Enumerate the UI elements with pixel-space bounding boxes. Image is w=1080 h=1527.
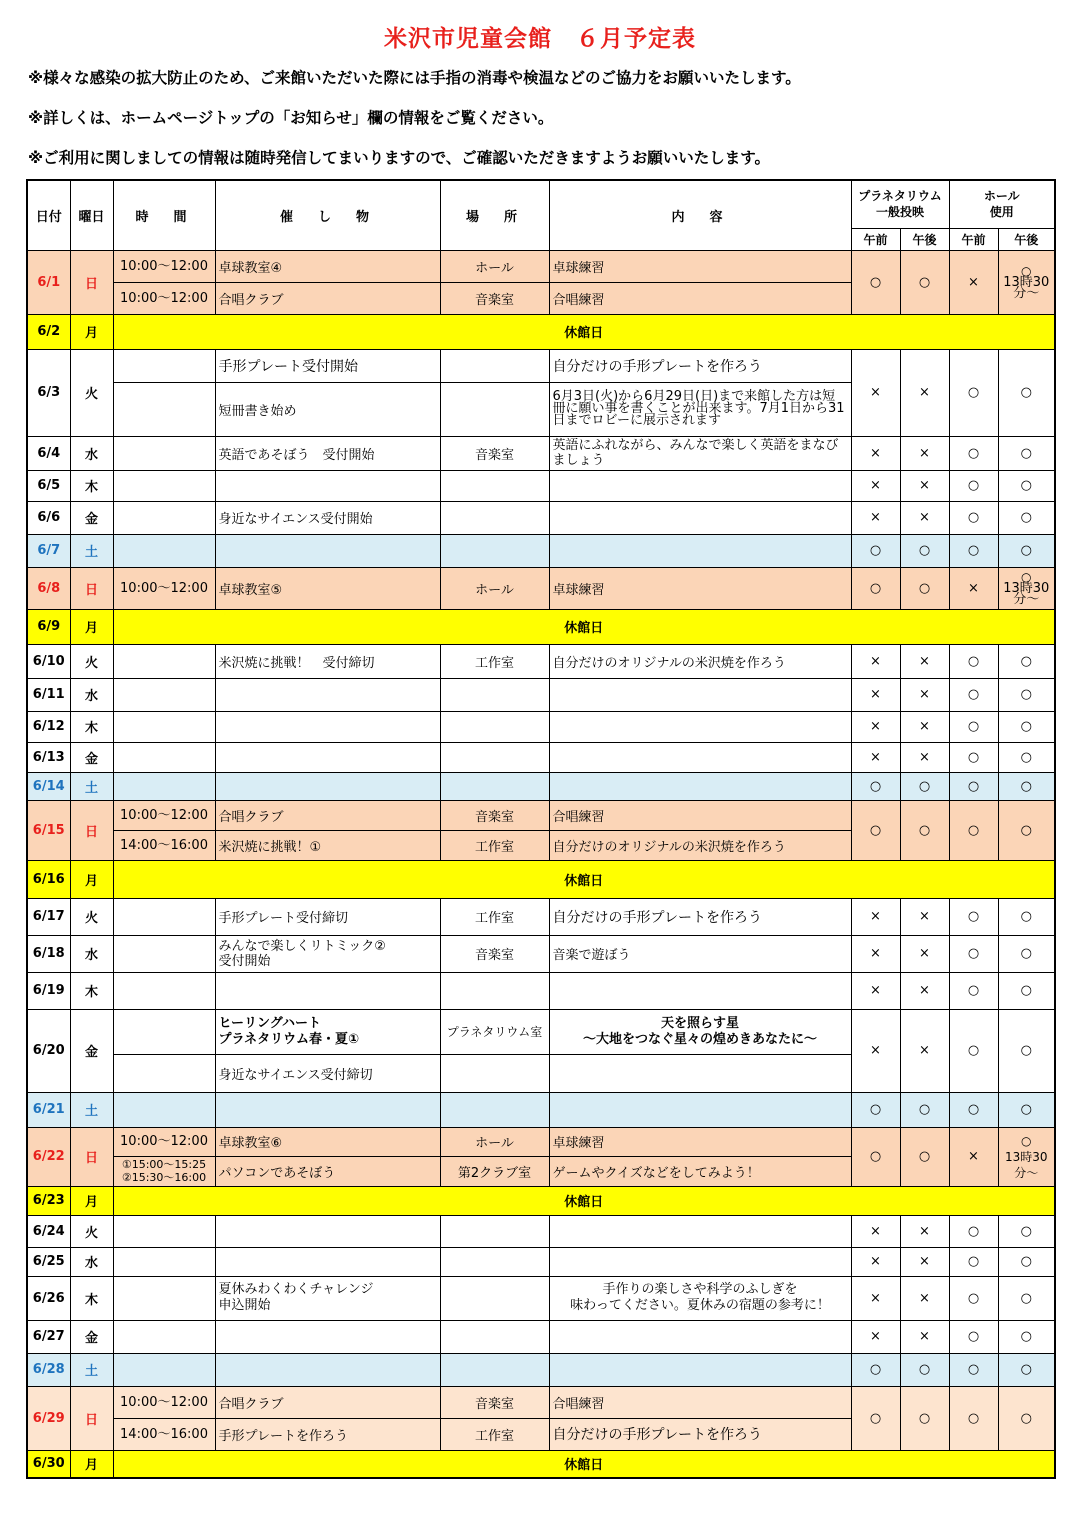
row-date: 6/23 <box>27 1186 70 1215</box>
hall-am-mark: ○ <box>949 1320 998 1353</box>
plan-am-mark: × <box>851 1247 900 1276</box>
hall-pm-circle: ○ <box>1021 1133 1032 1148</box>
hall-pm-mark: ○ <box>998 1386 1055 1450</box>
row-content: 自分だけのオリジナルの米沢焼を作ろう <box>549 830 851 860</box>
plan-pm-mark: ○ <box>900 534 949 567</box>
plan-pm-mark: ○ <box>900 1353 949 1386</box>
hall-am-mark: ○ <box>949 1215 998 1247</box>
header-hall <box>949 180 1055 228</box>
header-event: 催 し 物 <box>215 180 440 250</box>
table-row <box>27 1320 1055 1353</box>
hall-am-mark: × <box>949 250 998 314</box>
row-date: 6/1 <box>27 250 70 314</box>
row-time: 10:00～12:00 <box>113 800 215 830</box>
plan-am-mark: × <box>851 470 900 501</box>
row-date: 6/19 <box>27 972 70 1009</box>
row-dow: 日 <box>70 567 113 609</box>
row-content <box>549 1276 851 1320</box>
header-planetarium-l1: プラネタリウム <box>858 189 942 204</box>
plan-pm-mark: × <box>900 935 949 972</box>
hall-am-mark: ○ <box>949 470 998 501</box>
plan-pm-mark: × <box>900 349 949 436</box>
row-event-l2: 申込開始 <box>218 1298 271 1313</box>
plan-am-mark: ○ <box>851 567 900 609</box>
row-event: 卓球教室⑥ <box>215 1127 440 1156</box>
row-dow: 木 <box>70 711 113 742</box>
row-date: 6/21 <box>27 1092 70 1127</box>
row-dow: 月 <box>70 1186 113 1215</box>
row-content: 自分だけの手形プレートを作ろう <box>549 1418 851 1450</box>
row-event: 手形プレートを作ろう <box>215 1418 440 1450</box>
hall-am-mark: ○ <box>949 1276 998 1320</box>
row-event: 米沢焼に挑戦！ 受付締切 <box>215 644 440 678</box>
plan-pm-mark: × <box>900 898 949 935</box>
plan-am-mark: × <box>851 436 900 470</box>
row-date: 6/14 <box>27 772 70 800</box>
row-dow: 水 <box>70 1247 113 1276</box>
row-content: ゲームやクイズなどをしてみよう！ <box>549 1156 851 1186</box>
plan-pm-mark: ○ <box>900 1127 949 1186</box>
plan-am-mark: ○ <box>851 800 900 860</box>
row-event <box>215 1009 440 1054</box>
row-place: 工作室 <box>440 898 549 935</box>
hall-pm-mark: ○ <box>998 678 1055 711</box>
row-event: 合唱クラブ <box>215 282 440 314</box>
hall-pm-note: 13時30分～ <box>1004 1149 1048 1180</box>
row-content: 卓球練習 <box>549 567 851 609</box>
plan-pm-mark: ○ <box>900 772 949 800</box>
row-content: 合唱練習 <box>549 800 851 830</box>
hall-pm-mark: ○ <box>998 742 1055 772</box>
row-dow: 土 <box>70 1092 113 1127</box>
hall-am-mark: ○ <box>949 800 998 860</box>
row-dow: 水 <box>70 436 113 470</box>
row-time: 14:00～16:00 <box>113 1418 215 1450</box>
table-row <box>27 860 1055 898</box>
table-row <box>27 772 1055 800</box>
row-event: 身近なサイエンス受付締切 <box>215 1054 440 1092</box>
closed-label: 休館日 <box>113 314 1055 349</box>
row-content: 卓球練習 <box>549 250 851 282</box>
table-row <box>27 711 1055 742</box>
plan-am-mark: × <box>851 1215 900 1247</box>
plan-am-mark: × <box>851 644 900 678</box>
plan-pm-mark: × <box>900 1215 949 1247</box>
plan-am-mark: ○ <box>851 1127 900 1186</box>
table-row <box>27 1247 1055 1276</box>
row-date: 6/18 <box>27 935 70 972</box>
hall-pm-mark <box>998 567 1055 609</box>
row-date: 6/24 <box>27 1215 70 1247</box>
row-content-l2: 味わってください。夏休みの宿題の参考に！ <box>570 1298 830 1313</box>
header-planetarium <box>851 180 949 228</box>
row-date: 6/16 <box>27 860 70 898</box>
table-row <box>27 1092 1055 1127</box>
row-content: 自分だけの手形プレートを作ろう <box>549 349 851 382</box>
hall-am-mark: × <box>949 1127 998 1186</box>
table-row <box>27 678 1055 711</box>
row-date: 6/13 <box>27 742 70 772</box>
row-event: 合唱クラブ <box>215 1386 440 1418</box>
plan-pm-mark: × <box>900 972 949 1009</box>
plan-pm-mark: × <box>900 1320 949 1353</box>
plan-pm-mark: × <box>900 678 949 711</box>
hall-pm-mark: ○ <box>998 972 1055 1009</box>
hall-pm-mark: ○ <box>998 349 1055 436</box>
row-place <box>440 349 549 382</box>
hall-pm-mark: ○ <box>998 534 1055 567</box>
row-event <box>215 1276 440 1320</box>
plan-pm-mark: × <box>900 644 949 678</box>
row-date: 6/12 <box>27 711 70 742</box>
row-time: 10:00～12:00 <box>113 250 215 282</box>
row-dow: 水 <box>70 935 113 972</box>
hall-pm-mark: ○ <box>998 898 1055 935</box>
row-dow: 金 <box>70 1009 113 1092</box>
table-row <box>27 1450 1055 1478</box>
row-date: 6/2 <box>27 314 70 349</box>
header-hall-l2: 使用 <box>989 205 1014 220</box>
row-dow: 木 <box>70 1276 113 1320</box>
row-time: 10:00～12:00 <box>113 1127 215 1156</box>
header-planetarium-l2: 一般投映 <box>875 205 924 220</box>
table-row <box>27 1386 1055 1418</box>
row-event-l1: ヒーリングハート <box>218 1015 321 1031</box>
hall-am-mark: ○ <box>949 501 998 534</box>
row-date: 6/6 <box>27 501 70 534</box>
row-content: 自分だけの手形プレートを作ろう <box>549 898 851 935</box>
row-dow: 土 <box>70 1353 113 1386</box>
plan-pm-mark: × <box>900 436 949 470</box>
row-event: 手形プレート受付締切 <box>215 898 440 935</box>
row-place <box>440 382 549 436</box>
hall-pm-note: 13時30分～ <box>1003 274 1050 301</box>
row-place: ホール <box>440 250 549 282</box>
notice-3: ※ご利用に関しましての情報は随時発信してまいりますので、ご確認いただきますようお願いいたします。 <box>28 149 771 167</box>
closed-label: 休館日 <box>113 609 1055 644</box>
row-time <box>113 382 215 436</box>
row-date: 6/3 <box>27 349 70 436</box>
plan-pm-mark: × <box>900 1009 949 1092</box>
row-dow: 金 <box>70 1320 113 1353</box>
hall-pm-mark: ○ <box>998 800 1055 860</box>
row-dow: 火 <box>70 898 113 935</box>
header-content: 内 容 <box>549 180 851 250</box>
table-row <box>27 1186 1055 1215</box>
plan-pm-mark: ○ <box>900 567 949 609</box>
plan-am-mark: × <box>851 501 900 534</box>
row-date: 6/7 <box>27 534 70 567</box>
row-event: 合唱クラブ <box>215 800 440 830</box>
hall-pm-mark: ○ <box>998 1276 1055 1320</box>
row-dow: 月 <box>70 314 113 349</box>
row-dow: 火 <box>70 644 113 678</box>
row-time <box>113 436 215 470</box>
table-row <box>27 1009 1055 1054</box>
row-date: 6/9 <box>27 609 70 644</box>
row-dow: 木 <box>70 470 113 501</box>
row-place: 音楽室 <box>440 800 549 830</box>
hall-pm-mark: ○ <box>998 711 1055 742</box>
hall-am-mark: ○ <box>949 972 998 1009</box>
header-hall-l1: ホール <box>983 189 1020 204</box>
table-row <box>27 972 1055 1009</box>
table-row <box>27 609 1055 644</box>
header-plan-am: 午前 <box>851 228 900 250</box>
header-time: 時 間 <box>113 180 215 250</box>
hall-pm-mark: ○ <box>998 501 1055 534</box>
plan-am-mark: × <box>851 972 900 1009</box>
plan-am-mark: ○ <box>851 1092 900 1127</box>
plan-am-mark: × <box>851 1320 900 1353</box>
row-time: 10:00～12:00 <box>113 1386 215 1418</box>
hall-pm-mark: ○ <box>998 1353 1055 1386</box>
hall-pm-mark: ○ <box>998 1247 1055 1276</box>
hall-am-mark: ○ <box>949 1353 998 1386</box>
row-time-l2: ②15:30～16:00 <box>121 1171 207 1184</box>
hall-pm-mark: ○ <box>998 1092 1055 1127</box>
table-row <box>27 898 1055 935</box>
row-date: 6/25 <box>27 1247 70 1276</box>
header-dow: 曜日 <box>70 180 113 250</box>
hall-am-mark: ○ <box>949 1092 998 1127</box>
row-event <box>215 935 440 972</box>
hall-am-mark: ○ <box>949 711 998 742</box>
row-time <box>113 349 215 382</box>
closed-label: 休館日 <box>113 1450 1055 1478</box>
hall-am-mark: ○ <box>949 742 998 772</box>
row-date: 6/5 <box>27 470 70 501</box>
table-row <box>27 644 1055 678</box>
row-dow: 日 <box>70 250 113 314</box>
row-content: 6月3日(火)から6月29日(日)まで来館した方は短冊に願い事を書くことが出来ます。7月1日から31日までロビーに展示されます <box>549 382 851 436</box>
row-event-l2: プラネタリウム春・夏① <box>218 1031 359 1047</box>
row-dow: 月 <box>70 1450 113 1478</box>
hall-pm-mark <box>998 1127 1055 1186</box>
schedule-table <box>26 179 1056 1479</box>
row-content-l2: ～大地をつなぐ星々の煌めきあなたに～ <box>582 1031 817 1047</box>
plan-pm-mark: × <box>900 470 949 501</box>
row-dow: 木 <box>70 972 113 1009</box>
row-place: 工作室 <box>440 1418 549 1450</box>
row-content: 卓球練習 <box>549 1127 851 1156</box>
header-plan-pm: 午後 <box>900 228 949 250</box>
row-event-l1: 夏休みわくわくチャレンジ <box>218 1282 374 1297</box>
hall-am-mark: ○ <box>949 678 998 711</box>
header-place: 場 所 <box>440 180 549 250</box>
table-row <box>27 501 1055 534</box>
hall-pm-note: 13時30分～ <box>1003 580 1050 607</box>
header-hall-am: 午前 <box>949 228 998 250</box>
plan-pm-mark: ○ <box>900 1386 949 1450</box>
table-row <box>27 800 1055 830</box>
row-event-l1: みんなで楽しくリトミック② <box>218 938 386 954</box>
row-time: 10:00～12:00 <box>113 282 215 314</box>
hall-am-mark: ○ <box>949 898 998 935</box>
plan-am-mark: × <box>851 935 900 972</box>
row-place: 音楽室 <box>440 935 549 972</box>
row-event-l2: 受付開始 <box>218 953 271 969</box>
plan-am-mark: × <box>851 898 900 935</box>
hall-pm-mark: ○ <box>998 470 1055 501</box>
row-place: プラネタリウム室 <box>440 1009 549 1054</box>
row-place: 工作室 <box>440 830 549 860</box>
row-event: 身近なサイエンス受付開始 <box>215 501 440 534</box>
plan-pm-mark: ○ <box>900 1092 949 1127</box>
row-dow: 火 <box>70 349 113 436</box>
row-content: 合唱練習 <box>549 1386 851 1418</box>
row-dow: 火 <box>70 1215 113 1247</box>
row-content: 自分だけのオリジナルの米沢焼を作ろう <box>549 644 851 678</box>
row-date: 6/4 <box>27 436 70 470</box>
header-date: 日付 <box>27 180 70 250</box>
hall-pm-circle: ○ <box>1021 263 1032 278</box>
row-date: 6/15 <box>27 800 70 860</box>
plan-am-mark: × <box>851 1276 900 1320</box>
plan-am-mark: × <box>851 678 900 711</box>
hall-am-mark: ○ <box>949 644 998 678</box>
closed-label: 休館日 <box>113 860 1055 898</box>
plan-am-mark: ○ <box>851 534 900 567</box>
table-row <box>27 1353 1055 1386</box>
row-event: 卓球教室④ <box>215 250 440 282</box>
table-row <box>27 1127 1055 1156</box>
row-date: 6/26 <box>27 1276 70 1320</box>
plan-am-mark: × <box>851 349 900 436</box>
table-row <box>27 1215 1055 1247</box>
plan-pm-mark: × <box>900 711 949 742</box>
row-event: 手形プレート受付開始 <box>215 349 440 382</box>
hall-pm-mark <box>998 250 1055 314</box>
row-date: 6/8 <box>27 567 70 609</box>
hall-am-mark: ○ <box>949 1386 998 1450</box>
row-dow: 土 <box>70 772 113 800</box>
row-dow: 金 <box>70 501 113 534</box>
row-place: 音楽室 <box>440 1386 549 1418</box>
table-row <box>27 567 1055 609</box>
row-date: 6/30 <box>27 1450 70 1478</box>
row-event: 卓球教室⑤ <box>215 567 440 609</box>
plan-am-mark: ○ <box>851 772 900 800</box>
row-dow: 日 <box>70 1386 113 1450</box>
row-place: ホール <box>440 567 549 609</box>
row-dow: 日 <box>70 1127 113 1186</box>
table-row <box>27 1276 1055 1320</box>
notice-1: ※様々な感染の拡大防止のため、ご来館いただいた際には手指の消毒や検温などのご協力をお願いいたします。 <box>28 69 801 87</box>
table-row <box>27 349 1055 382</box>
row-dow: 水 <box>70 678 113 711</box>
row-place: 工作室 <box>440 644 549 678</box>
plan-pm-mark: ○ <box>900 250 949 314</box>
plan-am-mark: ○ <box>851 1353 900 1386</box>
hall-am-mark: ○ <box>949 1009 998 1092</box>
hall-pm-mark: ○ <box>998 644 1055 678</box>
page-title: 米沢市児童会館 ６月予定表 <box>384 26 696 52</box>
row-event: パソコンであそぼう <box>215 1156 440 1186</box>
row-content <box>549 1009 851 1054</box>
hall-pm-mark: ○ <box>998 1320 1055 1353</box>
row-time: 14:00～16:00 <box>113 830 215 860</box>
plan-pm-mark: × <box>900 1276 949 1320</box>
row-time <box>113 1156 215 1186</box>
row-dow: 日 <box>70 800 113 860</box>
row-content-l1: 天を照らす星 <box>660 1015 739 1031</box>
plan-am-mark: × <box>851 1009 900 1092</box>
table-row <box>27 314 1055 349</box>
hall-am-mark: ○ <box>949 1247 998 1276</box>
row-event: 米沢焼に挑戦！① <box>215 830 440 860</box>
row-dow: 月 <box>70 860 113 898</box>
row-date: 6/20 <box>27 1009 70 1092</box>
row-content: 合唱練習 <box>549 282 851 314</box>
row-content-l1: 手作りの楽しさや科学のふしぎを <box>602 1282 798 1297</box>
hall-pm-mark: ○ <box>998 1215 1055 1247</box>
row-date: 6/28 <box>27 1353 70 1386</box>
row-time-l1: ①15:00～15:25 <box>121 1158 207 1171</box>
row-place: 第2クラブ室 <box>440 1156 549 1186</box>
plan-pm-mark: × <box>900 742 949 772</box>
plan-pm-mark: ○ <box>900 800 949 860</box>
plan-am-mark: × <box>851 742 900 772</box>
plan-am-mark: ○ <box>851 1386 900 1450</box>
row-dow: 土 <box>70 534 113 567</box>
row-date: 6/10 <box>27 644 70 678</box>
hall-pm-mark: ○ <box>998 772 1055 800</box>
row-content: 英語にふれながら、みんなで楽しく英語をまなびましょう <box>549 436 851 470</box>
row-place: 音楽室 <box>440 282 549 314</box>
hall-pm-mark: ○ <box>998 1009 1055 1092</box>
plan-pm-mark: × <box>900 501 949 534</box>
row-dow: 金 <box>70 742 113 772</box>
row-date: 6/29 <box>27 1386 70 1450</box>
closed-label: 休館日 <box>113 1186 1055 1215</box>
hall-pm-mark: ○ <box>998 436 1055 470</box>
hall-am-mark: ○ <box>949 349 998 436</box>
hall-pm-circle: ○ <box>1021 569 1032 584</box>
plan-am-mark: × <box>851 711 900 742</box>
table-row <box>27 534 1055 567</box>
row-place: ホール <box>440 1127 549 1156</box>
hall-am-mark: ○ <box>949 436 998 470</box>
table-row <box>27 470 1055 501</box>
plan-am-mark: ○ <box>851 250 900 314</box>
row-dow: 月 <box>70 609 113 644</box>
row-date: 6/27 <box>27 1320 70 1353</box>
table-row <box>27 250 1055 282</box>
hall-am-mark: × <box>949 567 998 609</box>
header-hall-pm: 午後 <box>998 228 1055 250</box>
table-row <box>27 742 1055 772</box>
hall-am-mark: ○ <box>949 935 998 972</box>
row-event: 短冊書き始め <box>215 382 440 436</box>
notice-2: ※詳しくは、ホームページトップの「お知らせ」欄の情報をご覧ください。 <box>28 109 554 127</box>
hall-pm-mark: ○ <box>998 935 1055 972</box>
row-date: 6/22 <box>27 1127 70 1186</box>
row-time: 10:00～12:00 <box>113 567 215 609</box>
table-row <box>27 436 1055 470</box>
plan-pm-mark: × <box>900 1247 949 1276</box>
row-date: 6/17 <box>27 898 70 935</box>
hall-am-mark: ○ <box>949 772 998 800</box>
row-event: 英語であそぼう 受付開始 <box>215 436 440 470</box>
row-date: 6/11 <box>27 678 70 711</box>
row-content: 音楽で遊ぼう <box>549 935 851 972</box>
hall-am-mark: ○ <box>949 534 998 567</box>
row-place: 音楽室 <box>440 436 549 470</box>
table-row <box>27 935 1055 972</box>
